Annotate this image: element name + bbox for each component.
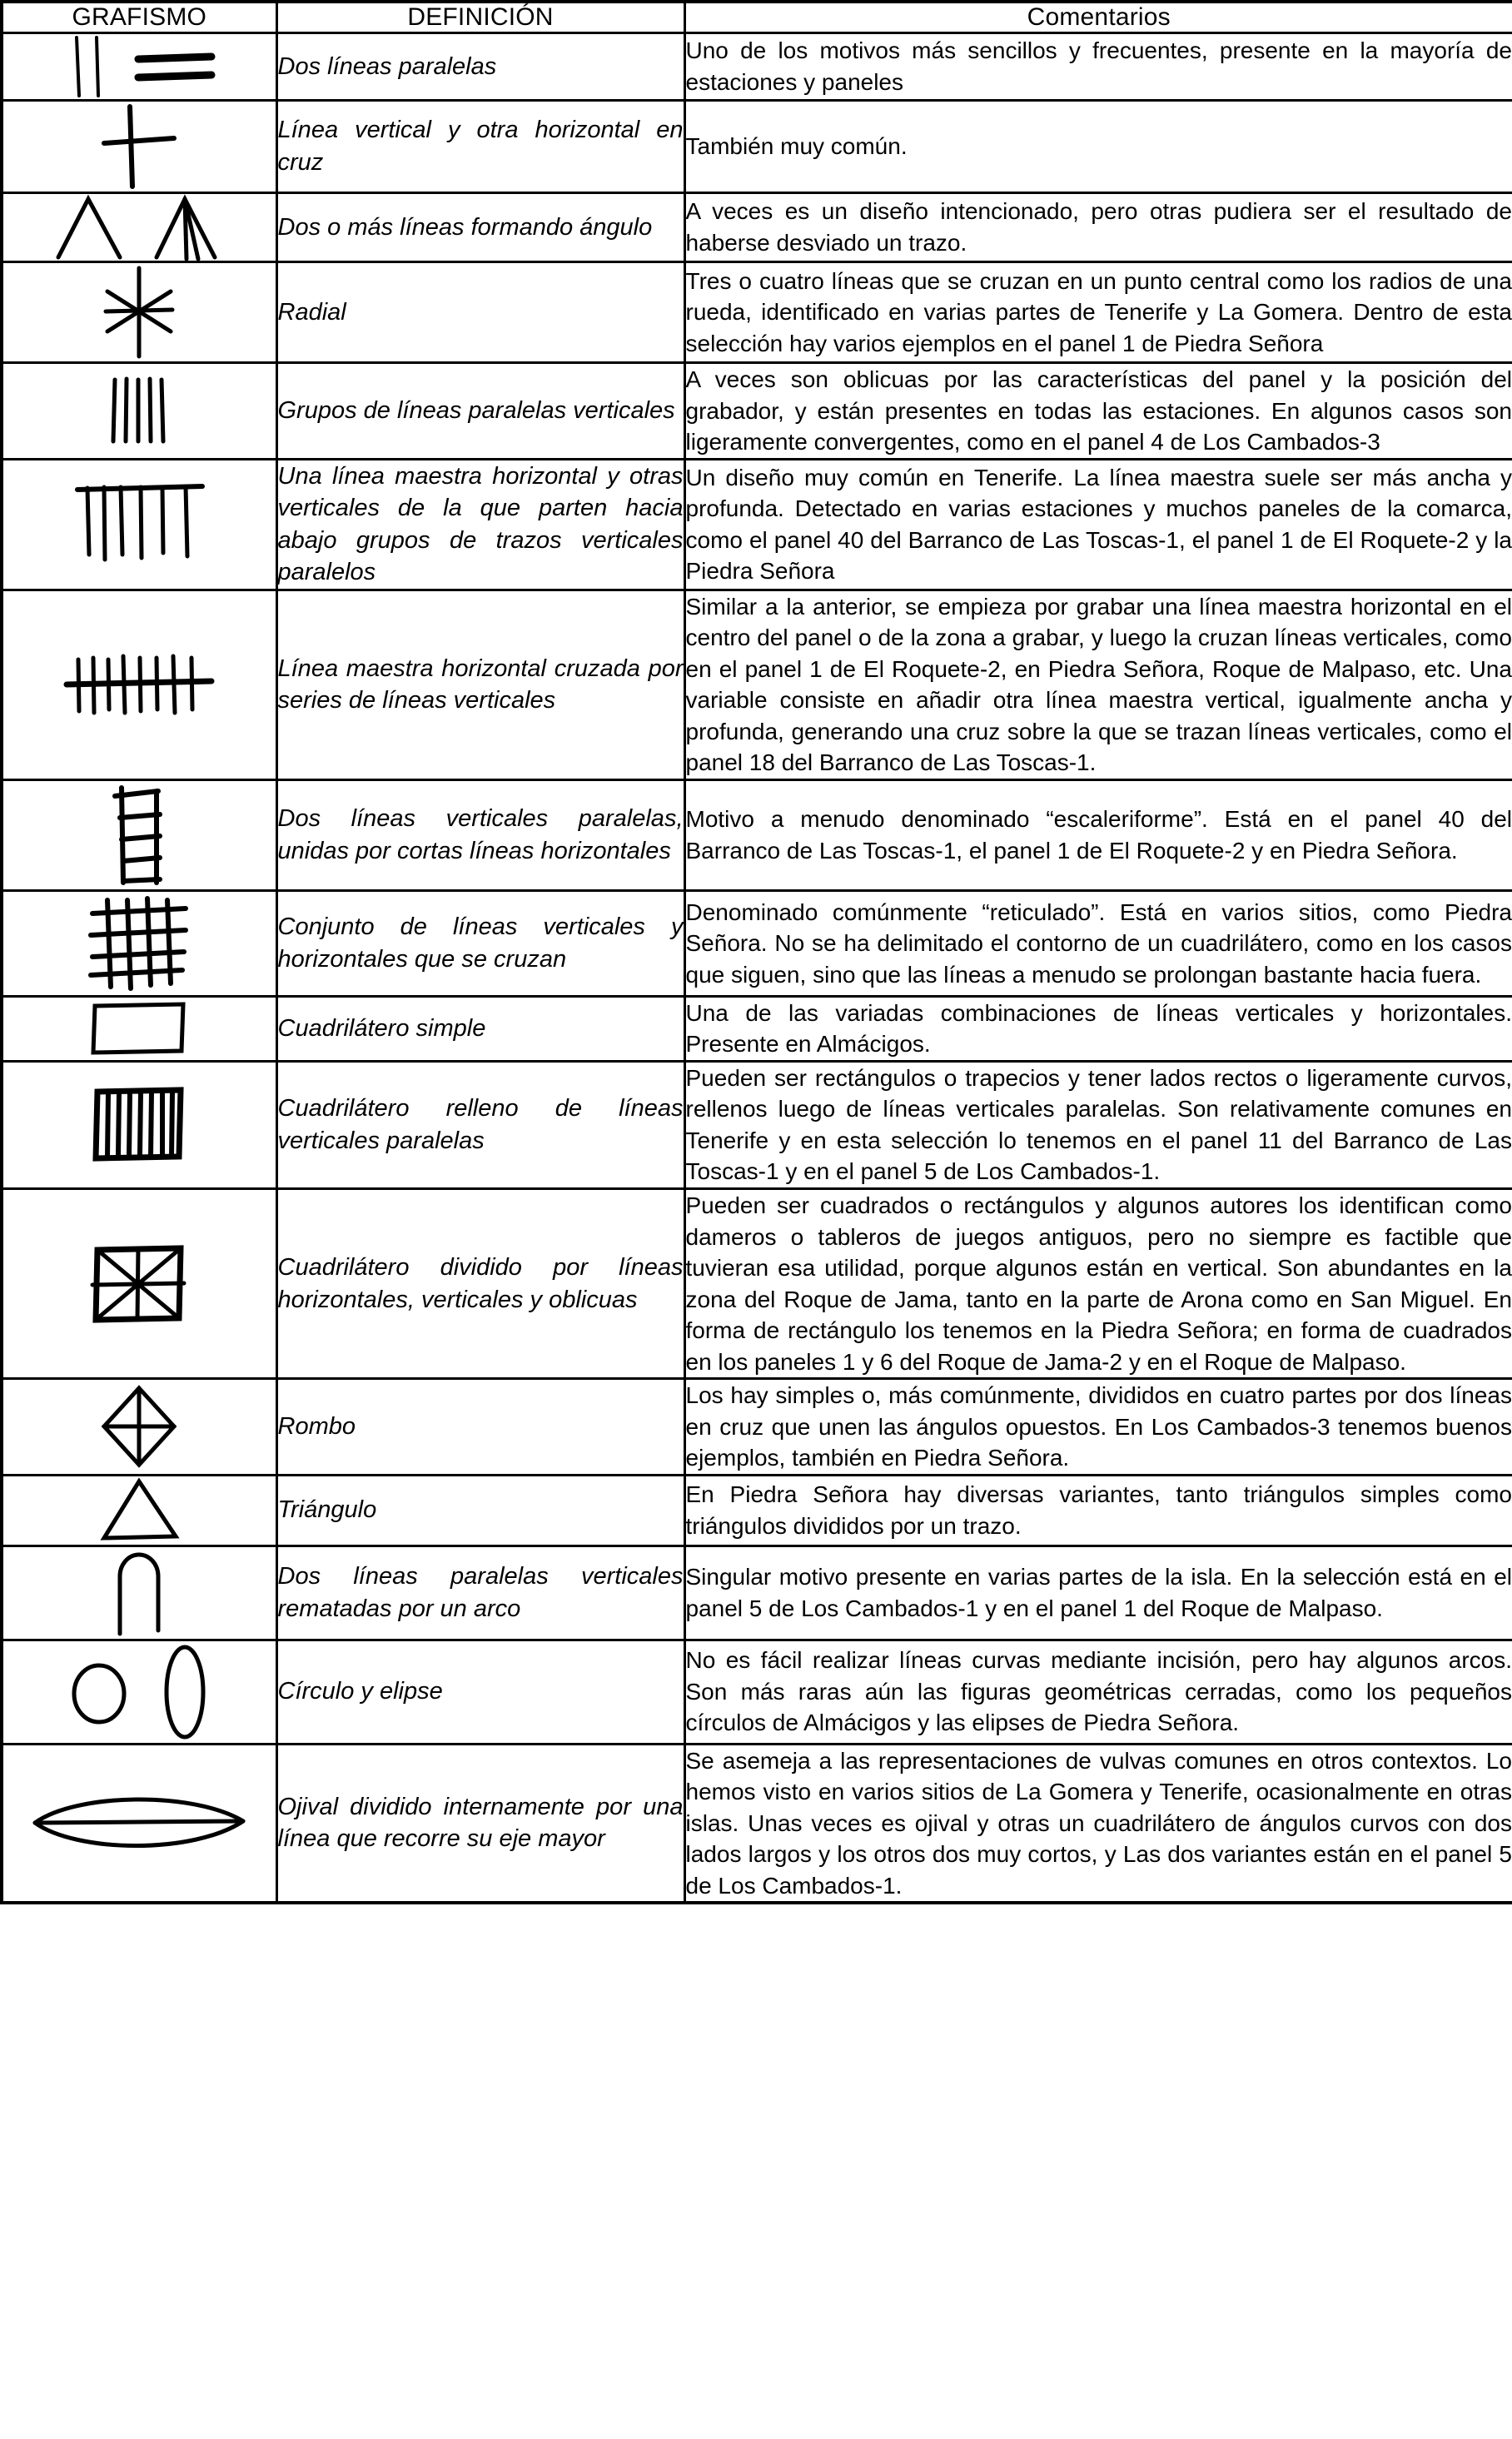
definition-cell: Círculo y elipse — [276, 1640, 684, 1744]
comment-cell: No es fácil realizar líneas curvas mediante incisión, pero hay algunos arcos. Son más raras aún las figuras geométricas cerradas, como los pequeños círculos de Almácigos y las elipses de Piedra Señora. — [684, 1640, 1512, 1744]
comment-cell: Similar a la anterior, se empieza por grabar una línea maestra horizontal en el centro del panel o de la zona a grabar, y luego la cruzan líneas verticales, como en el panel 1 de El Roquete-2, en Piedra Señora, Roque de Malpaso, etc. Una variable consiste en añadir otra línea maestra vertical, igualmente ancha y profunda, generando una cruz sobre la que se trazan líneas verticales, como el panel 18 del Barranco de Las Toscas-1. — [684, 590, 1512, 779]
comment-cell: Denominado comúnmente “reticulado”. Está en varios sitios, como Piedra Señora. No se ha delimitado el contorno de un cuadrilátero, como en los casos que siguen, sino que las líneas a menudo se prolongan bastante hacia fuera. — [684, 890, 1512, 996]
glyph-cell — [2, 1546, 276, 1640]
comment-cell: A veces son oblicuas por las características del panel y la posición del grabador, y están presentes en todas las estaciones. En algunos casos son ligeramente convergentes, como en el panel 4 de Los Cambados-3 — [684, 363, 1512, 460]
comment-cell: Singular motivo presente en varias partes de la isla. En la selección está en el panel 5 de Los Cambados-1 y en el panel 1 del Roque de Malpaso. — [684, 1546, 1512, 1640]
ladder-glyph — [3, 781, 276, 889]
comment-cell: A veces es un diseño intencionado, pero otras pudiera ser el resultado de haberse desviado un trazo. — [684, 193, 1512, 262]
comment-cell: Se asemeja a las representaciones de vulvas comunes en otros contextos. Lo hemos visto en varios sitios de La Gomera y Tenerife, ocasionalmente en otras islas. Unas veces es ojival y otras un cuadrilátero de ángulos curvos con dos lados largos y los otros dos muy cortos, y Las dos variantes están en el panel 5 de Los Cambados-1. — [684, 1744, 1512, 1903]
definition-cell: Línea maestra horizontal cruzada por series de líneas verticales — [276, 590, 684, 779]
definition-cell: Cuadrilátero simple — [276, 996, 684, 1061]
crossed-master-line-glyph — [3, 641, 276, 728]
table-row — [2, 1640, 1512, 1744]
table-row — [2, 1546, 1512, 1640]
divided-quadrilateral-glyph — [3, 1240, 276, 1328]
table-row — [2, 1188, 1512, 1378]
glyph-cell — [2, 779, 276, 890]
glyph-cell — [2, 262, 276, 363]
comment-cell: En Piedra Señora hay diversas variantes, tanto triángulos simples como triángulos divididos por un trazo. — [684, 1475, 1512, 1546]
triangle-glyph — [3, 1476, 276, 1545]
definition-cell: Dos líneas verticales paralelas, unidas por cortas líneas horizontales — [276, 779, 684, 890]
filled-quadrilateral-glyph — [3, 1083, 276, 1167]
definition-cell: Dos líneas paralelas — [276, 33, 684, 101]
table-row — [2, 996, 1512, 1061]
table-row — [2, 1379, 1512, 1476]
glyph-cell — [2, 590, 276, 779]
table-row — [2, 459, 1512, 590]
grid-mesh-glyph — [3, 892, 276, 995]
comb-master-line-glyph — [3, 475, 276, 575]
comment-cell: Tres o cuatro líneas que se cruzan en un punto central como los radios de una rueda, identificado en varias partes de Tenerife y La Gomera. Dentro de esta selección hay varios ejemplos en el panel 1 de Piedra Señora — [684, 262, 1512, 363]
definition-cell: Una línea maestra horizontal y otras verticales de la que parten hacia abajo grupos de trazos verticales paralelos — [276, 459, 684, 590]
radial-star-glyph — [3, 263, 276, 361]
cross-glyph — [3, 102, 276, 192]
vertical-line-group-glyph — [3, 375, 276, 446]
glyph-cell — [2, 996, 276, 1061]
table-header-row — [2, 2, 1512, 33]
definition-cell: Línea vertical y otra horizontal en cruz — [276, 101, 684, 193]
circle-and-ellipse-glyph — [3, 1641, 276, 1743]
column-header-definicion: DEFINICIÓN — [276, 2, 684, 33]
rhombus-glyph — [3, 1383, 276, 1470]
table-row — [2, 590, 1512, 779]
comment-cell: Motivo a menudo denominado “escaleriforme”. Está en el panel 40 del Barranco de Las Toscas-1, el panel 1 de El Roquete-2 y en Piedra Señora. — [684, 779, 1512, 890]
glyph-cell — [2, 1061, 276, 1188]
comment-cell: Pueden ser cuadrados o rectángulos y algunos autores los identifican como dameros o tableros de juegos antiguos, pero no siempre es factible que tuvieran esa utilidad, porque algunos están en vertical. Son abundantes en la zona del Roque de Jama, tanto en la parte de Arona como en San Miguel. En forma de rectángulo los tenemos en la Piedra Señora; en forma de cuadrados en los paneles 1 y 6 del Roque de Jama-2 y en el Roque de Malpaso. — [684, 1188, 1512, 1378]
glyph-cell — [2, 101, 276, 193]
simple-quadrilateral-glyph — [3, 998, 276, 1059]
table-row — [2, 101, 1512, 193]
table-row — [2, 890, 1512, 996]
table-row — [2, 193, 1512, 262]
comment-cell: Una de las variadas combinaciones de líneas verticales y horizontales. Presente en Almácigos. — [684, 996, 1512, 1061]
column-header-grafismo: GRAFISMO — [2, 2, 276, 33]
table-row — [2, 1475, 1512, 1546]
glyph-cell — [2, 1744, 276, 1903]
comment-cell: Pueden ser rectángulos o trapecios y tener lados rectos o ligeramente curvos, rellenos luego de líneas verticales paralelas. Son relativamente comunes en Tenerife y en esta selección lo tenemos en el panel 11 del Barranco de Las Toscas-1 y en el panel 5 de Los Cambados-1. — [684, 1061, 1512, 1188]
table-row — [2, 262, 1512, 363]
ogival-divided-glyph — [3, 1788, 276, 1858]
glyph-cell — [2, 459, 276, 590]
definition-cell: Conjunto de líneas verticales y horizontales que se cruzan — [276, 890, 684, 996]
glyph-cell — [2, 1188, 276, 1378]
glyph-cell — [2, 1475, 276, 1546]
arch-topped-lines-glyph — [3, 1547, 276, 1639]
column-header-comentarios: Comentarios — [684, 2, 1512, 33]
table-row — [2, 779, 1512, 890]
comment-cell: También muy común. — [684, 101, 1512, 193]
glyph-cell — [2, 33, 276, 101]
definition-cell: Ojival dividido internamente por una línea que recorre su eje mayor — [276, 1744, 684, 1903]
two-parallel-lines-glyph — [3, 34, 276, 99]
definition-cell: Dos o más líneas formando ángulo — [276, 193, 684, 262]
glyph-cell — [2, 363, 276, 460]
definition-cell: Cuadrilátero relleno de líneas verticales paralelas — [276, 1061, 684, 1188]
glyph-cell — [2, 890, 276, 996]
glyph-cell — [2, 1379, 276, 1476]
comment-cell: Un diseño muy común en Tenerife. La línea maestra suele ser más ancha y profunda. Detectado en varias estaciones y muchos paneles de la comarca, como el panel 40 del Barranco de Las Toscas-1, el panel 1 de El Roquete-2 y la Piedra Señora — [684, 459, 1512, 590]
table-row — [2, 363, 1512, 460]
table-row — [2, 33, 1512, 101]
definition-cell: Dos líneas paralelas verticales rematadas por un arco — [276, 1546, 684, 1640]
definition-cell: Triángulo — [276, 1475, 684, 1546]
definition-cell: Radial — [276, 262, 684, 363]
glyph-cell — [2, 193, 276, 262]
definition-cell: Rombo — [276, 1379, 684, 1476]
angle-lines-glyph — [3, 194, 276, 261]
table-row — [2, 1061, 1512, 1188]
definition-cell: Cuadrilátero dividido por líneas horizontales, verticales y oblicuas — [276, 1188, 684, 1378]
comment-cell: Los hay simples o, más comúnmente, divididos en cuatro partes por dos líneas en cruz que unen las ángulos opuestos. En Los Cambados-3 tenemos buenos ejemplos, también en Piedra Señora. — [684, 1379, 1512, 1476]
comment-cell: Uno de los motivos más sencillos y frecuentes, presente en la mayoría de estaciones y paneles — [684, 33, 1512, 101]
table-row — [2, 1744, 1512, 1903]
definition-cell: Grupos de líneas paralelas verticales — [276, 363, 684, 460]
glyph-cell — [2, 1640, 276, 1744]
